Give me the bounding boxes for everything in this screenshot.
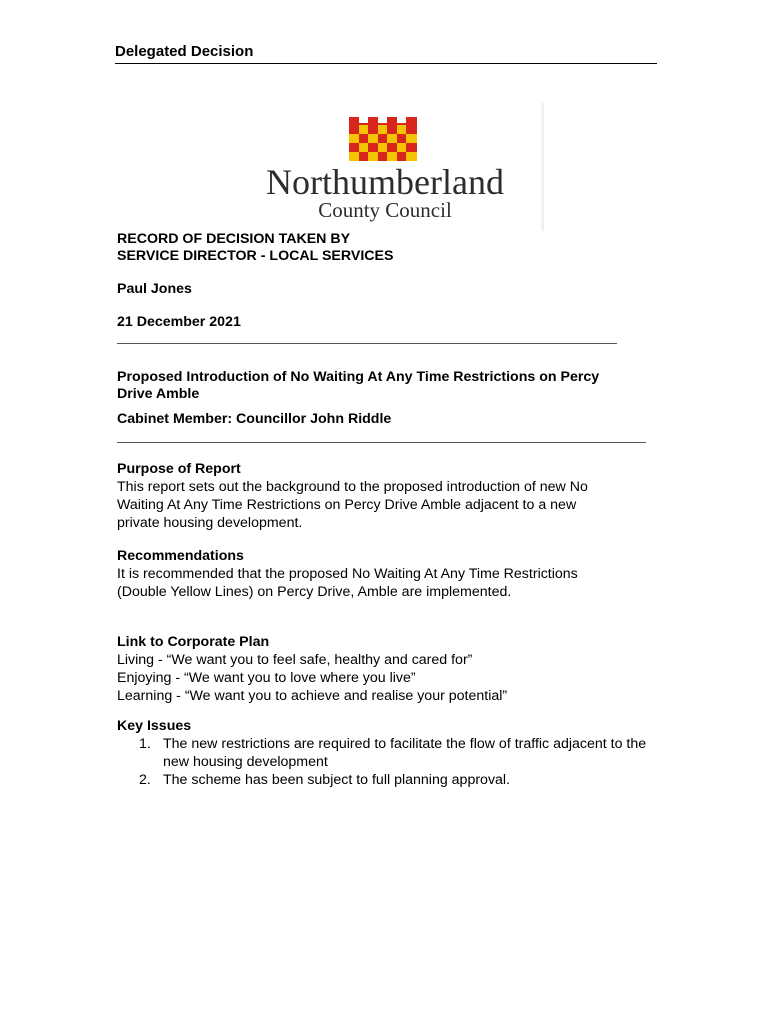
castle-crest-icon bbox=[349, 117, 417, 161]
list-item-text: The new restrictions are required to facilitate the flow of traffic adjacent to the new housing development bbox=[163, 736, 647, 770]
cabinet-member: Cabinet Member: Councillor John Riddle bbox=[117, 411, 392, 427]
key-issues-list bbox=[117, 735, 658, 789]
purpose-line: Waiting At Any Time Restrictions on Percy Drive Amble adjacent to a new bbox=[117, 497, 577, 513]
corporate-plan-line: Enjoying - “We want you to love where you live” bbox=[117, 670, 416, 686]
running-header: Delegated Decision bbox=[115, 43, 657, 64]
corporate-plan-section bbox=[117, 633, 507, 705]
record-heading-line-2: SERVICE DIRECTOR - LOCAL SERVICES bbox=[117, 248, 394, 264]
recommendations-line: (Double Yellow Lines) on Percy Drive, Amble are implemented. bbox=[117, 584, 512, 600]
corporate-plan-line: Living - “We want you to feel safe, healthy and cared for” bbox=[117, 652, 473, 668]
record-heading-line-1: RECORD OF DECISION TAKEN BY bbox=[117, 231, 351, 247]
purpose-line: private housing development. bbox=[117, 515, 303, 531]
decision-maker-name: Paul Jones bbox=[117, 281, 192, 297]
separator-rule bbox=[117, 343, 617, 344]
logo-name: Northumberland bbox=[266, 162, 504, 202]
purpose-line: This report sets out the background to the proposed introduction of new No bbox=[117, 479, 588, 495]
list-item-number: 2. bbox=[139, 772, 151, 788]
corporate-plan-line: Learning - “We want you to achieve and realise your potential” bbox=[117, 688, 508, 704]
key-issues-section bbox=[117, 717, 658, 789]
report-title-line-1: Proposed Introduction of No Waiting At Any Time Restrictions on Percy bbox=[117, 369, 600, 385]
corporate-plan-heading: Link to Corporate Plan bbox=[117, 634, 270, 650]
separator-rule bbox=[117, 442, 646, 443]
purpose-heading: Purpose of Report bbox=[117, 461, 241, 477]
key-issues-heading: Key Issues bbox=[117, 718, 192, 734]
list-item-text: The scheme has been subject to full planning approval. bbox=[163, 772, 511, 788]
decision-date: 21 December 2021 bbox=[117, 314, 241, 330]
logo-edge-shadow bbox=[540, 103, 544, 231]
recommendations-section bbox=[117, 547, 578, 601]
list-item bbox=[117, 735, 658, 771]
list-item-number: 1. bbox=[139, 736, 151, 752]
recommendations-line: It is recommended that the proposed No Waiting At Any Time Restrictions bbox=[117, 566, 578, 582]
recommendations-heading: Recommendations bbox=[117, 548, 244, 564]
report-title-line-2: Drive Amble bbox=[117, 386, 200, 402]
logo-subtitle: County Council bbox=[318, 198, 452, 222]
council-logo bbox=[238, 103, 544, 231]
list-item bbox=[117, 771, 658, 789]
purpose-section bbox=[117, 460, 588, 532]
